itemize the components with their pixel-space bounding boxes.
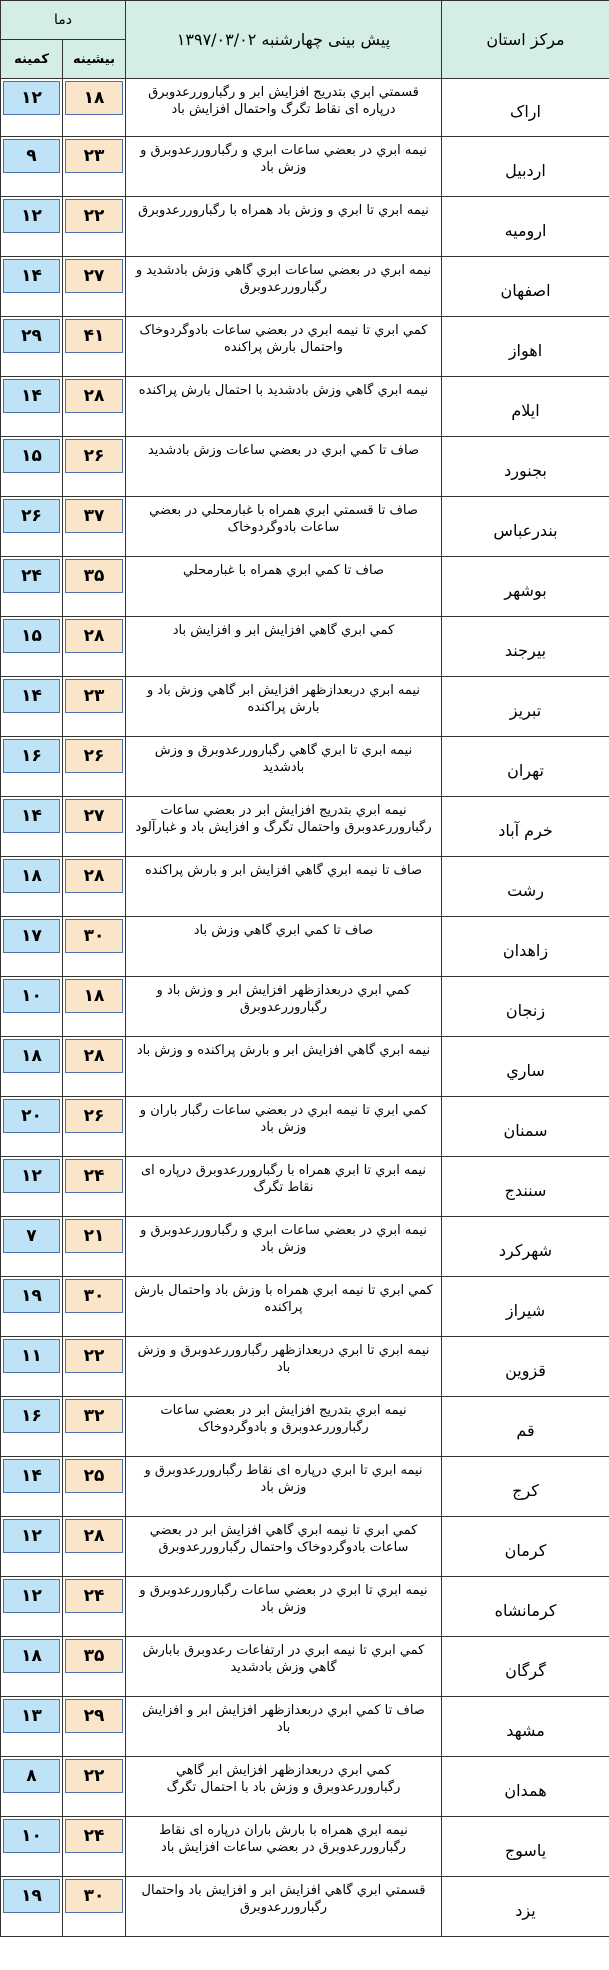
max-temp-cell — [63, 797, 126, 857]
min-temp-value: ۱۹ — [3, 1879, 60, 1913]
forecast-description-cell: کمي ابري تا نيمه ابري در بعضي ساعات رگبار باران و وزش باد — [126, 1097, 442, 1157]
max-temp-value: ۲۸ — [65, 1519, 123, 1553]
table-row — [1, 1397, 609, 1457]
min-temp-value: ۱۸ — [3, 859, 60, 893]
table-row — [1, 1817, 609, 1877]
max-temp-value: ۲۲ — [65, 1339, 123, 1373]
max-temp-header: بیشینه — [63, 40, 126, 79]
max-temp-value: ۳۰ — [65, 1879, 123, 1913]
forecast-description-cell: کمي ابري دربعدازظهر افزايش ابر گاهي رگباروررعدوبرق و وزش باد با احتمال تگرگ — [126, 1757, 442, 1817]
province-center-cell: ارومیه — [442, 197, 609, 257]
max-temp-cell — [63, 257, 126, 317]
province-center-cell: رشت — [442, 857, 609, 917]
table-row — [1, 557, 609, 617]
province-center-cell: کرمانشاه — [442, 1577, 609, 1637]
table-row — [1, 1757, 609, 1817]
province-center-cell: شهرکرد — [442, 1217, 609, 1277]
table-row — [1, 1037, 609, 1097]
max-temp-value: ۲۳ — [65, 139, 123, 173]
max-temp-cell — [63, 1277, 126, 1337]
header-row — [1, 1, 609, 40]
min-temp-value: ۱۲ — [3, 1519, 60, 1553]
min-temp-cell — [1, 857, 63, 917]
table-row — [1, 857, 609, 917]
min-temp-cell — [1, 1877, 63, 1937]
min-temp-value: ۱۹ — [3, 1279, 60, 1313]
max-temp-value: ۴۱ — [65, 319, 123, 353]
min-temp-value: ۲۶ — [3, 499, 60, 533]
max-temp-cell — [63, 977, 126, 1037]
forecast-description-cell: صاف تا کمي ابري همراه با غبارمحلي — [126, 557, 442, 617]
forecast-description-cell: صاف تا نيمه ابري گاهي افزايش ابر و بارش پراکنده — [126, 857, 442, 917]
min-temp-value: ۱۸ — [3, 1639, 60, 1673]
min-temp-value: ۱۴ — [3, 379, 60, 413]
min-temp-header: کمینه — [1, 40, 63, 79]
max-temp-value: ۲۸ — [65, 859, 123, 893]
min-temp-cell — [1, 1817, 63, 1877]
min-temp-cell — [1, 1397, 63, 1457]
table-row — [1, 1697, 609, 1757]
min-temp-cell — [1, 1097, 63, 1157]
min-temp-cell — [1, 437, 63, 497]
forecast-description-cell: کمي ابري تا نيمه ابري همراه با وزش باد واحتمال بارش پراکنده — [126, 1277, 442, 1337]
max-temp-cell — [63, 1397, 126, 1457]
province-center-cell: سنندج — [442, 1157, 609, 1217]
min-temp-cell — [1, 377, 63, 437]
forecast-header: پیش بینی چهارشنبه ۱۳۹۷/۰۳/۰۲ — [126, 1, 442, 79]
table-row — [1, 797, 609, 857]
max-temp-value: ۲۳ — [65, 679, 123, 713]
max-temp-cell — [63, 377, 126, 437]
max-temp-value: ۳۵ — [65, 559, 123, 593]
max-temp-value: ۲۴ — [65, 1579, 123, 1613]
table-row — [1, 1097, 609, 1157]
province-center-cell: بوشهر — [442, 557, 609, 617]
max-temp-value: ۳۷ — [65, 499, 123, 533]
forecast-description-cell: نيمه ابري بتدريج افزايش ابر در بعضي ساعات رگباروررعدوبرق واحتمال تگرگ و افزايش باد و غبارآلود — [126, 797, 442, 857]
province-center-cell: ایلام — [442, 377, 609, 437]
min-temp-cell — [1, 557, 63, 617]
forecast-description-cell: نيمه ابري در بعضي ساعات ابري گاهي وزش بادشديد و رگباروررعدوبرق — [126, 257, 442, 317]
min-temp-value: ۱۴ — [3, 1459, 60, 1493]
forecast-description-cell: نيمه ابري تا ابري گاهي رگباروررعدوبرق و وزش بادشديد — [126, 737, 442, 797]
table-row — [1, 317, 609, 377]
province-center-header: مرکز استان — [442, 1, 609, 79]
max-temp-cell — [63, 1097, 126, 1157]
province-center-cell: مشهد — [442, 1697, 609, 1757]
min-temp-value: ۱۷ — [3, 919, 60, 953]
province-center-cell: یزد — [442, 1877, 609, 1937]
table-row — [1, 1517, 609, 1577]
table-row — [1, 1577, 609, 1637]
forecast-description-cell: نيمه ابري تا ابري و وزش باد همراه با رگباروررعدوبرق — [126, 197, 442, 257]
province-center-cell: بجنورد — [442, 437, 609, 497]
min-temp-value: ۱۲ — [3, 1579, 60, 1613]
table-row — [1, 677, 609, 737]
forecast-rows — [1, 79, 609, 1937]
table-row — [1, 1457, 609, 1517]
forecast-description-cell: صاف تا کمي ابري در بعضي ساعات وزش بادشديد — [126, 437, 442, 497]
max-temp-cell — [63, 1817, 126, 1877]
max-temp-cell — [63, 917, 126, 977]
max-temp-value: ۲۹ — [65, 1699, 123, 1733]
min-temp-cell — [1, 1517, 63, 1577]
table-row — [1, 977, 609, 1037]
province-center-cell: قم — [442, 1397, 609, 1457]
table-row — [1, 257, 609, 317]
max-temp-cell — [63, 557, 126, 617]
max-temp-cell — [63, 617, 126, 677]
max-temp-value: ۲۵ — [65, 1459, 123, 1493]
min-temp-cell — [1, 1697, 63, 1757]
province-center-cell: بندرعباس — [442, 497, 609, 557]
province-center-cell: اهواز — [442, 317, 609, 377]
temperature-header: دما — [1, 1, 126, 40]
min-temp-value: ۱۶ — [3, 739, 60, 773]
max-temp-cell — [63, 1757, 126, 1817]
max-temp-cell — [63, 737, 126, 797]
max-temp-cell — [63, 1697, 126, 1757]
forecast-description-cell: نيمه ابري تا ابري دربعدازظهر رگباروررعدوبرق و وزش باد — [126, 1337, 442, 1397]
forecast-description-cell: نيمه ابري تا ابري در بعضي ساعات رگباروررعدوبرق و وزش باد — [126, 1577, 442, 1637]
max-temp-value: ۳۵ — [65, 1639, 123, 1673]
min-temp-cell — [1, 257, 63, 317]
table-row — [1, 737, 609, 797]
max-temp-cell — [63, 857, 126, 917]
max-temp-value: ۲۸ — [65, 619, 123, 653]
max-temp-cell — [63, 317, 126, 377]
max-temp-value: ۲۷ — [65, 799, 123, 833]
province-center-cell: قزوین — [442, 1337, 609, 1397]
max-temp-value: ۲۲ — [65, 1759, 123, 1793]
min-temp-value: ۱۵ — [3, 439, 60, 473]
max-temp-cell — [63, 137, 126, 197]
min-temp-cell — [1, 977, 63, 1037]
table-row — [1, 917, 609, 977]
province-center-cell: ساري — [442, 1037, 609, 1097]
table-row — [1, 79, 609, 137]
forecast-description-cell: کمي ابري دربعدازظهر افزايش ابر و وزش باد و رگباروررعدوبرق — [126, 977, 442, 1037]
min-temp-value: ۱۵ — [3, 619, 60, 653]
max-temp-value: ۳۰ — [65, 919, 123, 953]
province-center-cell: یاسوج — [442, 1817, 609, 1877]
province-center-cell: اصفهان — [442, 257, 609, 317]
max-temp-value: ۱۸ — [65, 81, 123, 115]
province-center-cell: تهران — [442, 737, 609, 797]
table-row — [1, 1877, 609, 1937]
max-temp-value: ۲۸ — [65, 379, 123, 413]
max-temp-cell — [63, 79, 126, 137]
max-temp-cell — [63, 1577, 126, 1637]
min-temp-cell — [1, 1757, 63, 1817]
max-temp-cell — [63, 1157, 126, 1217]
min-temp-value: ۱۴ — [3, 679, 60, 713]
max-temp-value: ۲۱ — [65, 1219, 123, 1253]
forecast-description-cell: نيمه ابري در بعضي ساعات ابري و رگباروررعدوبرق و وزش باد — [126, 137, 442, 197]
min-temp-value: ۱۲ — [3, 199, 60, 233]
forecast-description-cell: قسمتي ابري بتدريج افزايش ابر و رگباروررعدوبرق درپاره ای نقاط تگرگ واحتمال افزايش باد — [126, 79, 442, 137]
min-temp-value: ۱۰ — [3, 1819, 60, 1853]
min-temp-cell — [1, 917, 63, 977]
min-temp-cell — [1, 1157, 63, 1217]
min-temp-cell — [1, 137, 63, 197]
max-temp-cell — [63, 1037, 126, 1097]
min-temp-cell — [1, 1457, 63, 1517]
province-center-cell: سمنان — [442, 1097, 609, 1157]
max-temp-cell — [63, 1337, 126, 1397]
province-center-cell: شیراز — [442, 1277, 609, 1337]
min-temp-cell — [1, 79, 63, 137]
province-center-cell: گرگان — [442, 1637, 609, 1697]
table-row — [1, 1157, 609, 1217]
table-row — [1, 497, 609, 557]
max-temp-value: ۲۷ — [65, 259, 123, 293]
province-center-cell: کرمان — [442, 1517, 609, 1577]
max-temp-value: ۲۲ — [65, 199, 123, 233]
min-temp-value: ۷ — [3, 1219, 60, 1253]
forecast-description-cell: صاف تا کمي ابري دربعدازظهر افزايش ابر و افزايش باد — [126, 1697, 442, 1757]
min-temp-value: ۱۴ — [3, 799, 60, 833]
min-temp-value: ۲۹ — [3, 319, 60, 353]
min-temp-value: ۹ — [3, 139, 60, 173]
max-temp-cell — [63, 1217, 126, 1277]
min-temp-value: ۱۶ — [3, 1399, 60, 1433]
province-center-cell: بیرجند — [442, 617, 609, 677]
table-row — [1, 437, 609, 497]
forecast-description-cell: نيمه ابري در بعضي ساعات ابري و رگباروررعدوبرق و وزش باد — [126, 1217, 442, 1277]
max-temp-value: ۲۶ — [65, 439, 123, 473]
max-temp-cell — [63, 1457, 126, 1517]
forecast-description-cell: نيمه ابري همراه با بارش باران درپاره ای نقاط رگباروررعدوبرق در بعضي ساعات افزايش باد — [126, 1817, 442, 1877]
forecast-description-cell: صاف تا کمي ابري گاهي وزش باد — [126, 917, 442, 977]
province-center-cell: کرج — [442, 1457, 609, 1517]
min-temp-cell — [1, 1637, 63, 1697]
max-temp-value: ۲۸ — [65, 1039, 123, 1073]
min-temp-cell — [1, 1037, 63, 1097]
max-temp-value: ۳۲ — [65, 1399, 123, 1433]
forecast-description-cell: نيمه ابري دربعدازظهر افزايش ابر گاهي وزش باد و بارش پراکنده — [126, 677, 442, 737]
max-temp-value: ۳۰ — [65, 1279, 123, 1313]
min-temp-value: ۱۸ — [3, 1039, 60, 1073]
forecast-description-cell: قسمتي ابري گاهي افزايش ابر و افزايش باد واحتمال رگباروررعدوبرق — [126, 1877, 442, 1937]
max-temp-cell — [63, 497, 126, 557]
province-center-cell: همدان — [442, 1757, 609, 1817]
table-row — [1, 1277, 609, 1337]
min-temp-cell — [1, 797, 63, 857]
table-row — [1, 377, 609, 437]
min-temp-value: ۱۰ — [3, 979, 60, 1013]
max-temp-cell — [63, 437, 126, 497]
min-temp-cell — [1, 1277, 63, 1337]
min-temp-value: ۲۴ — [3, 559, 60, 593]
min-temp-value: ۸ — [3, 1759, 60, 1793]
province-center-cell: خرم آباد — [442, 797, 609, 857]
table-row — [1, 1637, 609, 1697]
table-row — [1, 617, 609, 677]
max-temp-value: ۱۸ — [65, 979, 123, 1013]
min-temp-cell — [1, 677, 63, 737]
min-temp-value: ۱۴ — [3, 259, 60, 293]
min-temp-cell — [1, 497, 63, 557]
forecast-description-cell: کمي ابري تا نيمه ابري در بعضي ساعات بادوگردوخاک واحتمال بارش پراکنده — [126, 317, 442, 377]
max-temp-cell — [63, 677, 126, 737]
forecast-description-cell: نيمه ابري گاهي وزش بادشديد با احتمال بارش پراکنده — [126, 377, 442, 437]
min-temp-cell — [1, 617, 63, 677]
table-row — [1, 137, 609, 197]
min-temp-value: ۱۲ — [3, 81, 60, 115]
max-temp-value: ۲۶ — [65, 739, 123, 773]
min-temp-cell — [1, 1217, 63, 1277]
min-temp-cell — [1, 317, 63, 377]
province-center-cell: اردبیل — [442, 137, 609, 197]
province-center-cell: اراک — [442, 79, 609, 137]
min-temp-value: ۲۰ — [3, 1099, 60, 1133]
min-temp-cell — [1, 737, 63, 797]
province-center-cell: زنجان — [442, 977, 609, 1037]
min-temp-cell — [1, 1337, 63, 1397]
table-row — [1, 1217, 609, 1277]
max-temp-cell — [63, 1517, 126, 1577]
max-temp-value: ۲۴ — [65, 1159, 123, 1193]
forecast-description-cell: کمي ابري تا نيمه ابري گاهي افزايش ابر در بعضي ساعات بادوگردوخاک واحتمال رگباروررعدوبرق — [126, 1517, 442, 1577]
province-center-cell: تبریز — [442, 677, 609, 737]
forecast-description-cell: نيمه ابري تا ابري همراه با رگباروررعدوبرق درپاره ای نقاط تگرگ — [126, 1157, 442, 1217]
min-temp-cell — [1, 1577, 63, 1637]
forecast-description-cell: نيمه ابري تا ابري درپاره ای نقاط رگباروررعدوبرق و وزش باد — [126, 1457, 442, 1517]
min-temp-value: ۱۱ — [3, 1339, 60, 1373]
forecast-description-cell: صاف تا قسمتي ابري همراه با غبارمحلي در بعضي ساعات بادوگردوخاک — [126, 497, 442, 557]
max-temp-value: ۲۶ — [65, 1099, 123, 1133]
max-temp-cell — [63, 1637, 126, 1697]
forecast-description-cell: کمي ابري تا نيمه ابري در ارتفاعات رعدوبرق بابارش گاهي وزش بادشديد — [126, 1637, 442, 1697]
max-temp-cell — [63, 1877, 126, 1937]
forecast-description-cell: نيمه ابري گاهي افزايش ابر و بارش پراکنده و وزش باد — [126, 1037, 442, 1097]
table-row — [1, 197, 609, 257]
min-temp-cell — [1, 197, 63, 257]
province-center-cell: زاهدان — [442, 917, 609, 977]
table-row — [1, 1337, 609, 1397]
min-temp-value: ۱۲ — [3, 1159, 60, 1193]
forecast-description-cell: کمي ابري گاهي افزايش ابر و افزايش باد — [126, 617, 442, 677]
forecast-description-cell: نيمه ابري بتدريج افزايش ابر در بعضي ساعات رگباروررعدوبرق و بادوگردوخاک — [126, 1397, 442, 1457]
max-temp-cell — [63, 197, 126, 257]
max-temp-value: ۲۴ — [65, 1819, 123, 1853]
min-temp-value: ۱۳ — [3, 1699, 60, 1733]
